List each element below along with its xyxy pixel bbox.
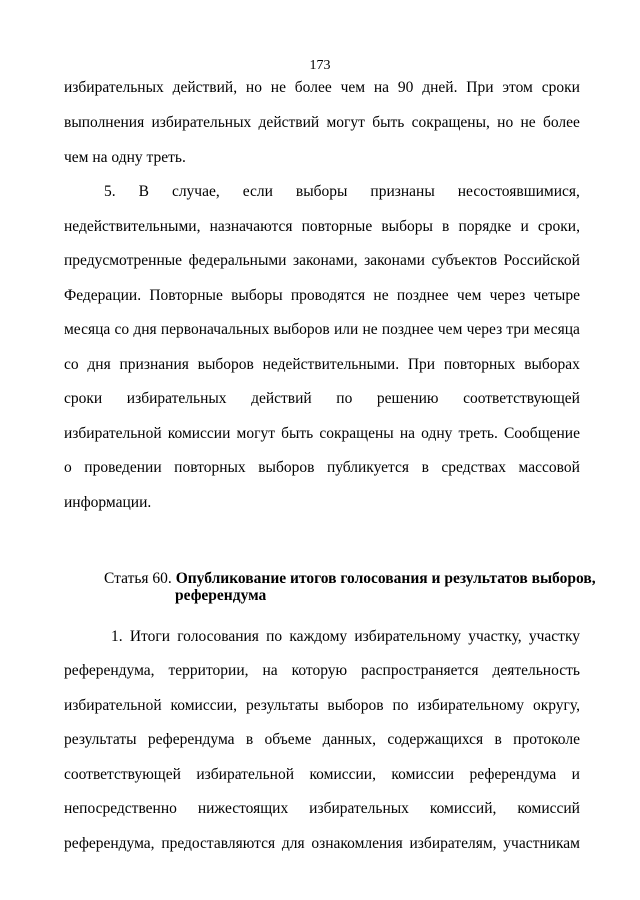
word: участку, [468,628,522,645]
word: решению [376,390,439,407]
word: сроки [64,390,103,407]
word: участникам [503,835,580,852]
article-title: Опубликование итогов голосования и результатов выборов, [175,570,596,587]
word: избирательной [64,425,162,442]
word: признания [119,356,189,373]
word: законами, [292,252,358,269]
word: позднее [381,321,434,338]
word: сокращены [319,425,394,442]
word: повторные [301,218,373,235]
word: по [336,390,353,407]
text-line [64,217,580,237]
word: выборов [273,321,330,338]
word: непосредственно [64,800,177,817]
word: признаны [370,183,435,200]
word: Федерации. [64,287,142,304]
word: публикуется [326,459,410,476]
word: 90 [397,79,414,96]
word: дня [87,356,111,373]
word: быть [281,425,314,442]
word: в [245,731,254,748]
word: избирательному [417,697,525,714]
word: о [64,459,72,476]
word: но [245,79,262,96]
word: комиссии [167,425,231,442]
word: в [421,459,429,476]
word: избирательных [64,79,164,96]
word: более [543,114,580,131]
word: При [407,356,436,373]
word: чем [340,79,366,96]
text-line [64,78,580,98]
word: чем [456,287,482,304]
word: действий [258,114,320,131]
word: 1. [111,628,123,645]
word: выборы [381,218,433,235]
word: по [392,697,409,714]
word: четыре [533,287,580,304]
word: проводятся [290,287,366,304]
word: действий, [172,79,238,96]
word: ознакомления [311,835,403,852]
word: содержащихся [387,731,484,748]
text-line [64,355,580,375]
word: действий [251,390,312,407]
word: предусмотренные [64,252,183,269]
word: в [494,731,502,748]
word: если [242,183,273,200]
word: выполнения [64,114,145,131]
word: несостоявшимися, [457,183,580,200]
word: недействительными. [262,356,400,373]
word: данных, [322,731,377,748]
word: со [64,356,79,373]
word: В [138,183,149,200]
word: не [520,114,536,131]
word: распространяется [361,662,479,679]
article-label: Статья 60. [104,570,172,587]
word: более [294,79,332,96]
text-line: чем на одну треть. [64,149,186,166]
word: по [266,628,283,645]
word: голосования [177,628,259,645]
word: участку [528,628,580,645]
word: выборов [327,697,384,714]
word: не [362,321,378,338]
text-line [64,661,580,681]
word: треть. [458,425,498,442]
word: случае, [171,183,220,200]
word: средствах [441,459,507,476]
word: При [466,79,494,96]
word: субъектов [431,252,498,269]
text-line: информации. [64,494,152,511]
word: позднее [396,287,449,304]
word: протоколе [513,731,580,748]
text-line [64,696,580,716]
word: округу, [532,697,580,714]
text-line [64,286,580,306]
word: избирательному [354,628,461,645]
text-line [64,799,580,819]
word: выборы [295,183,348,200]
word: могут [326,114,365,131]
word: избирателям, [409,835,497,852]
text-line [64,458,580,478]
word: через [466,321,503,338]
text-line [64,834,580,854]
word: и [520,218,529,235]
word: одну [421,425,453,442]
word: порядке [458,218,512,235]
word: избирательных [309,800,409,817]
word: деятельность [492,662,580,679]
word: референдума [469,766,557,783]
page-number: 173 [309,58,331,73]
word: через [489,287,526,304]
word: повторных [443,356,516,373]
word: территории, [168,662,249,679]
word: дня [133,321,157,338]
word: назначаются [209,218,293,235]
word: или [333,321,359,338]
text-line [111,627,580,647]
word: три [506,321,530,338]
word: могут [236,425,275,442]
word: сроки [541,79,580,96]
word: результаты [64,731,137,748]
word: в [442,218,450,235]
word: комиссии [391,766,455,783]
text-line [104,182,580,202]
word: объеме [264,731,312,748]
word: выборов [197,356,254,373]
word: не [270,79,286,96]
word: избирательной [64,697,162,714]
word: результаты [245,697,319,714]
word: первоначальных [160,321,270,338]
word: месяца [533,321,580,338]
article-title-continuation: референдума [175,587,267,604]
word: Сообщение [503,425,580,442]
word: нижестоящих [197,800,289,817]
word: месяца [64,321,111,338]
text-line [64,765,580,785]
word: Повторные [149,287,223,304]
word: предоставляются [161,835,276,852]
word: комиссии, [170,697,238,714]
word: проведении [84,459,162,476]
word: выборах [524,356,580,373]
word: законами [364,252,425,269]
word: избирательных [151,114,252,131]
text-line [64,320,580,340]
word: референдума, [64,662,155,679]
word: на [373,79,390,96]
word: референдума, [64,835,155,852]
text-line [64,424,580,444]
word: соответствующей [64,766,181,783]
word: быть [372,114,405,131]
word: и [571,766,580,783]
text-line [64,730,580,750]
word: не [373,287,389,304]
word: сокращены, [411,114,490,131]
word: избирательной [196,766,294,783]
word: соответствующей [463,390,580,407]
word: но [497,114,514,131]
text-line [64,389,580,409]
text-line [64,251,580,271]
word: на [399,425,416,442]
word: повторных [174,459,246,476]
word: этом [502,79,533,96]
word: комиссий, [429,800,497,817]
word: сроки, [537,218,580,235]
word: Российской [503,252,580,269]
word: недействительными, [64,218,201,235]
word: Итоги [129,628,170,645]
article-heading [104,570,596,588]
word: референдума [147,731,235,748]
word: чем [437,321,463,338]
word: выборов [258,459,315,476]
word: комиссии, [309,766,376,783]
word: массовой [518,459,580,476]
word: избирательных [126,390,227,407]
word: выборы [231,287,283,304]
word: со [114,321,130,338]
word: дней. [422,79,458,96]
word: каждому [289,628,348,645]
word: комиссий [517,800,580,817]
word: для [281,835,305,852]
word: федеральными [188,252,287,269]
text-line [64,113,580,133]
word: 5. [104,183,116,200]
word: на [262,662,278,679]
word: которую [291,662,348,679]
